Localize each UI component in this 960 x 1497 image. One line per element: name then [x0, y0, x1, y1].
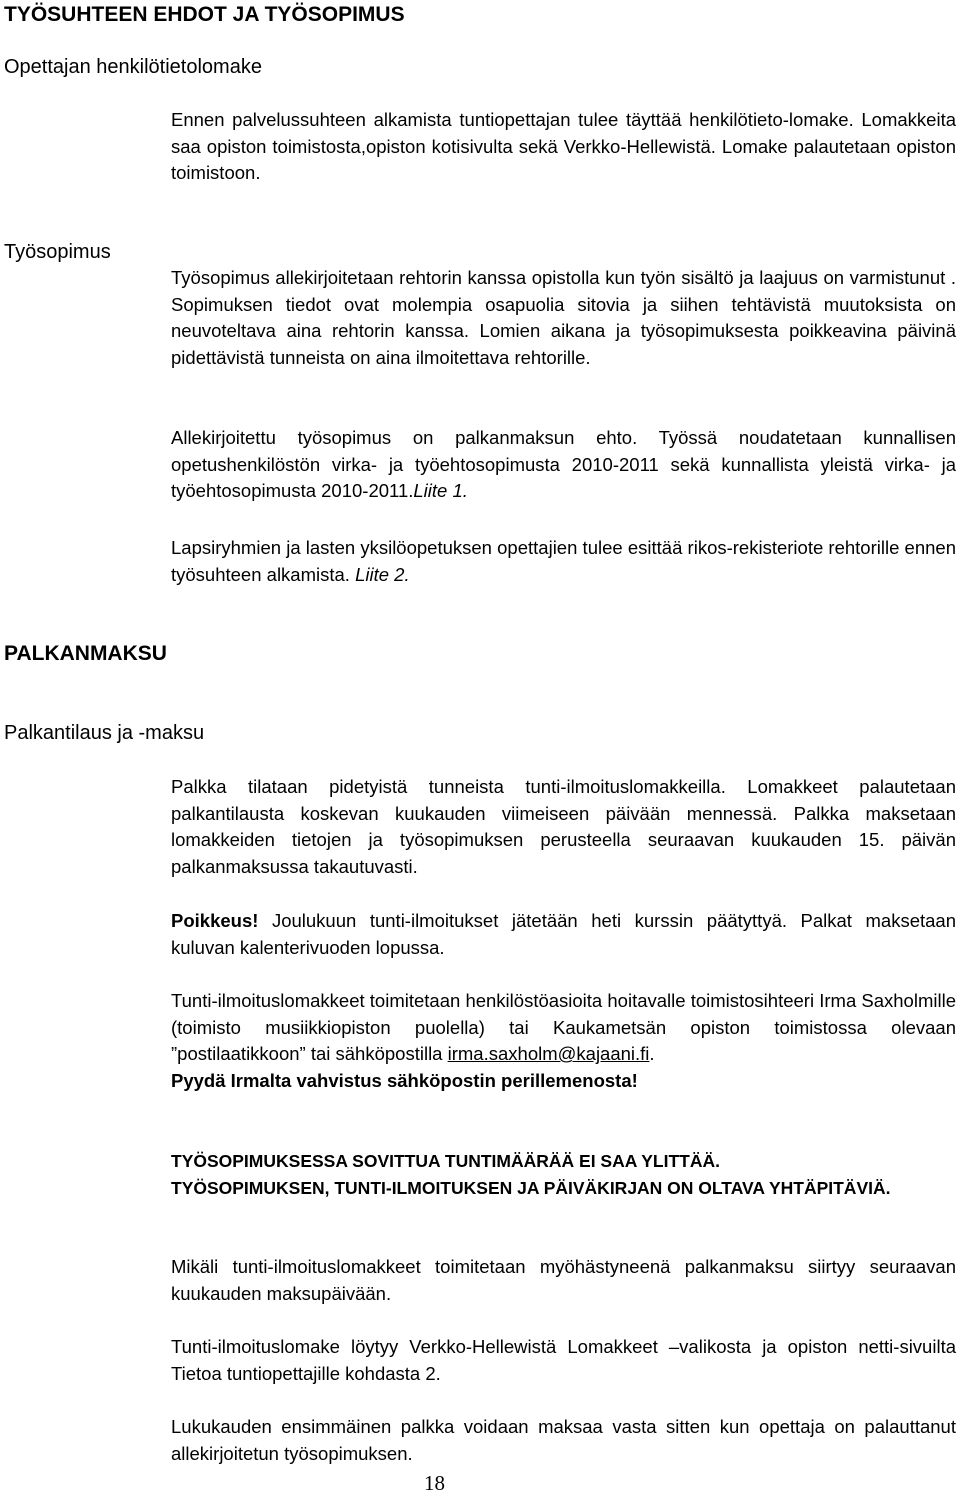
paragraph-tyosopimus-allekirjoitus: Työsopimus allekirjoitetaan rehtorin kanssa opistolla kun työn sisältö ja laajuus on varmistunut . Sopimuksen tiedot ovat molempia osapuolia sitovia ja siihen tehtävistä muutoksista on neuvoteltava aina rehtorin kanssa. Lomien aikana ja työsopimuksesta poikkeavina päivinä pidettävistä tunneista on aina ilmoitettava rehtorille.: [171, 267, 956, 368]
vahvistus-note: Pyydä Irmalta vahvistus sähköpostin perillemenosta!: [171, 1069, 638, 1091]
email-link[interactable]: irma.saxholm@kajaani.fi: [447, 1043, 650, 1065]
caps-notice-tuntimaara: TYÖSOPIMUKSESSA SOVITTUA TUNTIMÄÄRÄÄ EI SAA YLITTÄÄ.: [171, 1151, 721, 1171]
email-period: .: [649, 1043, 655, 1065]
rikosrekisteriote-text: Lapsiryhmien ja lasten yksilöopetuksen opettajien tulee esittää rikos-rekisteriote rehtorille ennen työsuhteen alkamista.: [171, 537, 956, 585]
paragraph-henkilotietolomake: Ennen palvelussuhteen alkamista tuntiopettajan tulee täyttää henkilötieto-lomake. Lomakkeita saa opiston toimistosta,opiston kotisivulta sekä Verkko-Hellewistä. Lomake palautetaan opiston toimistoon.: [171, 109, 956, 184]
toimitus-text: Tunti-ilmoituslomakkeet toimitetaan henkilöstöasioita hoitavalle toimistosihteeri Irma Saxholmille (toimisto musiikkiopiston puolella) tai Kaukametsän opiston toimistossa olevaan ”postilaatikkoon” tai sähköpostilla: [171, 990, 956, 1065]
paragraph-ensimmainen-palkka: Lukukauden ensimmäinen palkka voidaan maksaa vasta sitten kun opettaja on palauttanut allekirjoitetun työsopimuksen.: [171, 1416, 956, 1464]
paragraph-palkanmaksun-ehto: [171, 425, 956, 505]
page-number: 18: [424, 1471, 445, 1495]
paragraph-tunti-ilmoituslomakkeet: [171, 988, 956, 1094]
subheading-palkantilaus: Palkantilaus ja -maksu: [4, 722, 205, 744]
side-label-tyosopimus: Työsopimus: [4, 241, 111, 263]
poikkeus-label: Poikkeus!: [171, 910, 259, 931]
paragraph-palkantilaus: Palkka tilataan pidetyistä tunneista tunti-ilmoituslomakkeilla. Lomakkeet palautetaan palkantilausta koskevan kuukauden viimeiseen päivään mennessä. Palkka maksetaan lomakkeiden tietojen ja työsopimuksen perusteella seuraavan kuukauden 15. päivän palkanmaksussa takautuvasti.: [171, 776, 956, 877]
paragraph-myohastyminen: Mikäli tunti-ilmoituslomakkeet toimitetaan myöhästyneenä palkanmaksu siirtyy seuraavan kuukauden maksupäivään.: [171, 1256, 956, 1304]
paragraph-poikkeus: [171, 908, 956, 961]
paragraph-rikosrekisteriote: [171, 535, 956, 588]
section-heading-palkanmaksu: PALKANMAKSU: [4, 642, 167, 665]
subheading-henkilotietolomake: Opettajan henkilötietolomake: [4, 56, 262, 78]
poikkeus-text: Joulukuun tunti-ilmoitukset jätetään heti kurssin päätyttyä. Palkat maksetaan kuluvan kalenterivuoden lopussa.: [171, 910, 956, 958]
section-heading-tyosuhde: TYÖSUHTEEN EHDOT JA TYÖSOPIMUS: [4, 3, 405, 26]
paragraph-lomakkeen-sijainti: Tunti-ilmoituslomake löytyy Verkko-Hellewistä Lomakkeet –valikosta ja opiston netti-sivuilta Tietoa tuntiopettajille kohdasta 2.: [171, 1336, 956, 1384]
liite-1-ref: Liite 1.: [413, 480, 468, 502]
caps-notice-yhtapitavia: TYÖSOPIMUKSEN, TUNTI-ILMOITUKSEN JA PÄIVÄKIRJAN ON OLTAVA YHTÄPITÄVIÄ.: [171, 1178, 891, 1198]
liite-2-ref: Liite 2.: [355, 563, 410, 585]
palkanmaksun-ehto-text: Allekirjoitettu työsopimus on palkanmaksun ehto. Työssä noudatetaan kunnallisen opetushenkilöstön virka- ja työehtosopimusta 2010-2011 sekä kunnallista yleistä virka- ja työehtosopimusta 2010-2011.: [171, 427, 956, 502]
